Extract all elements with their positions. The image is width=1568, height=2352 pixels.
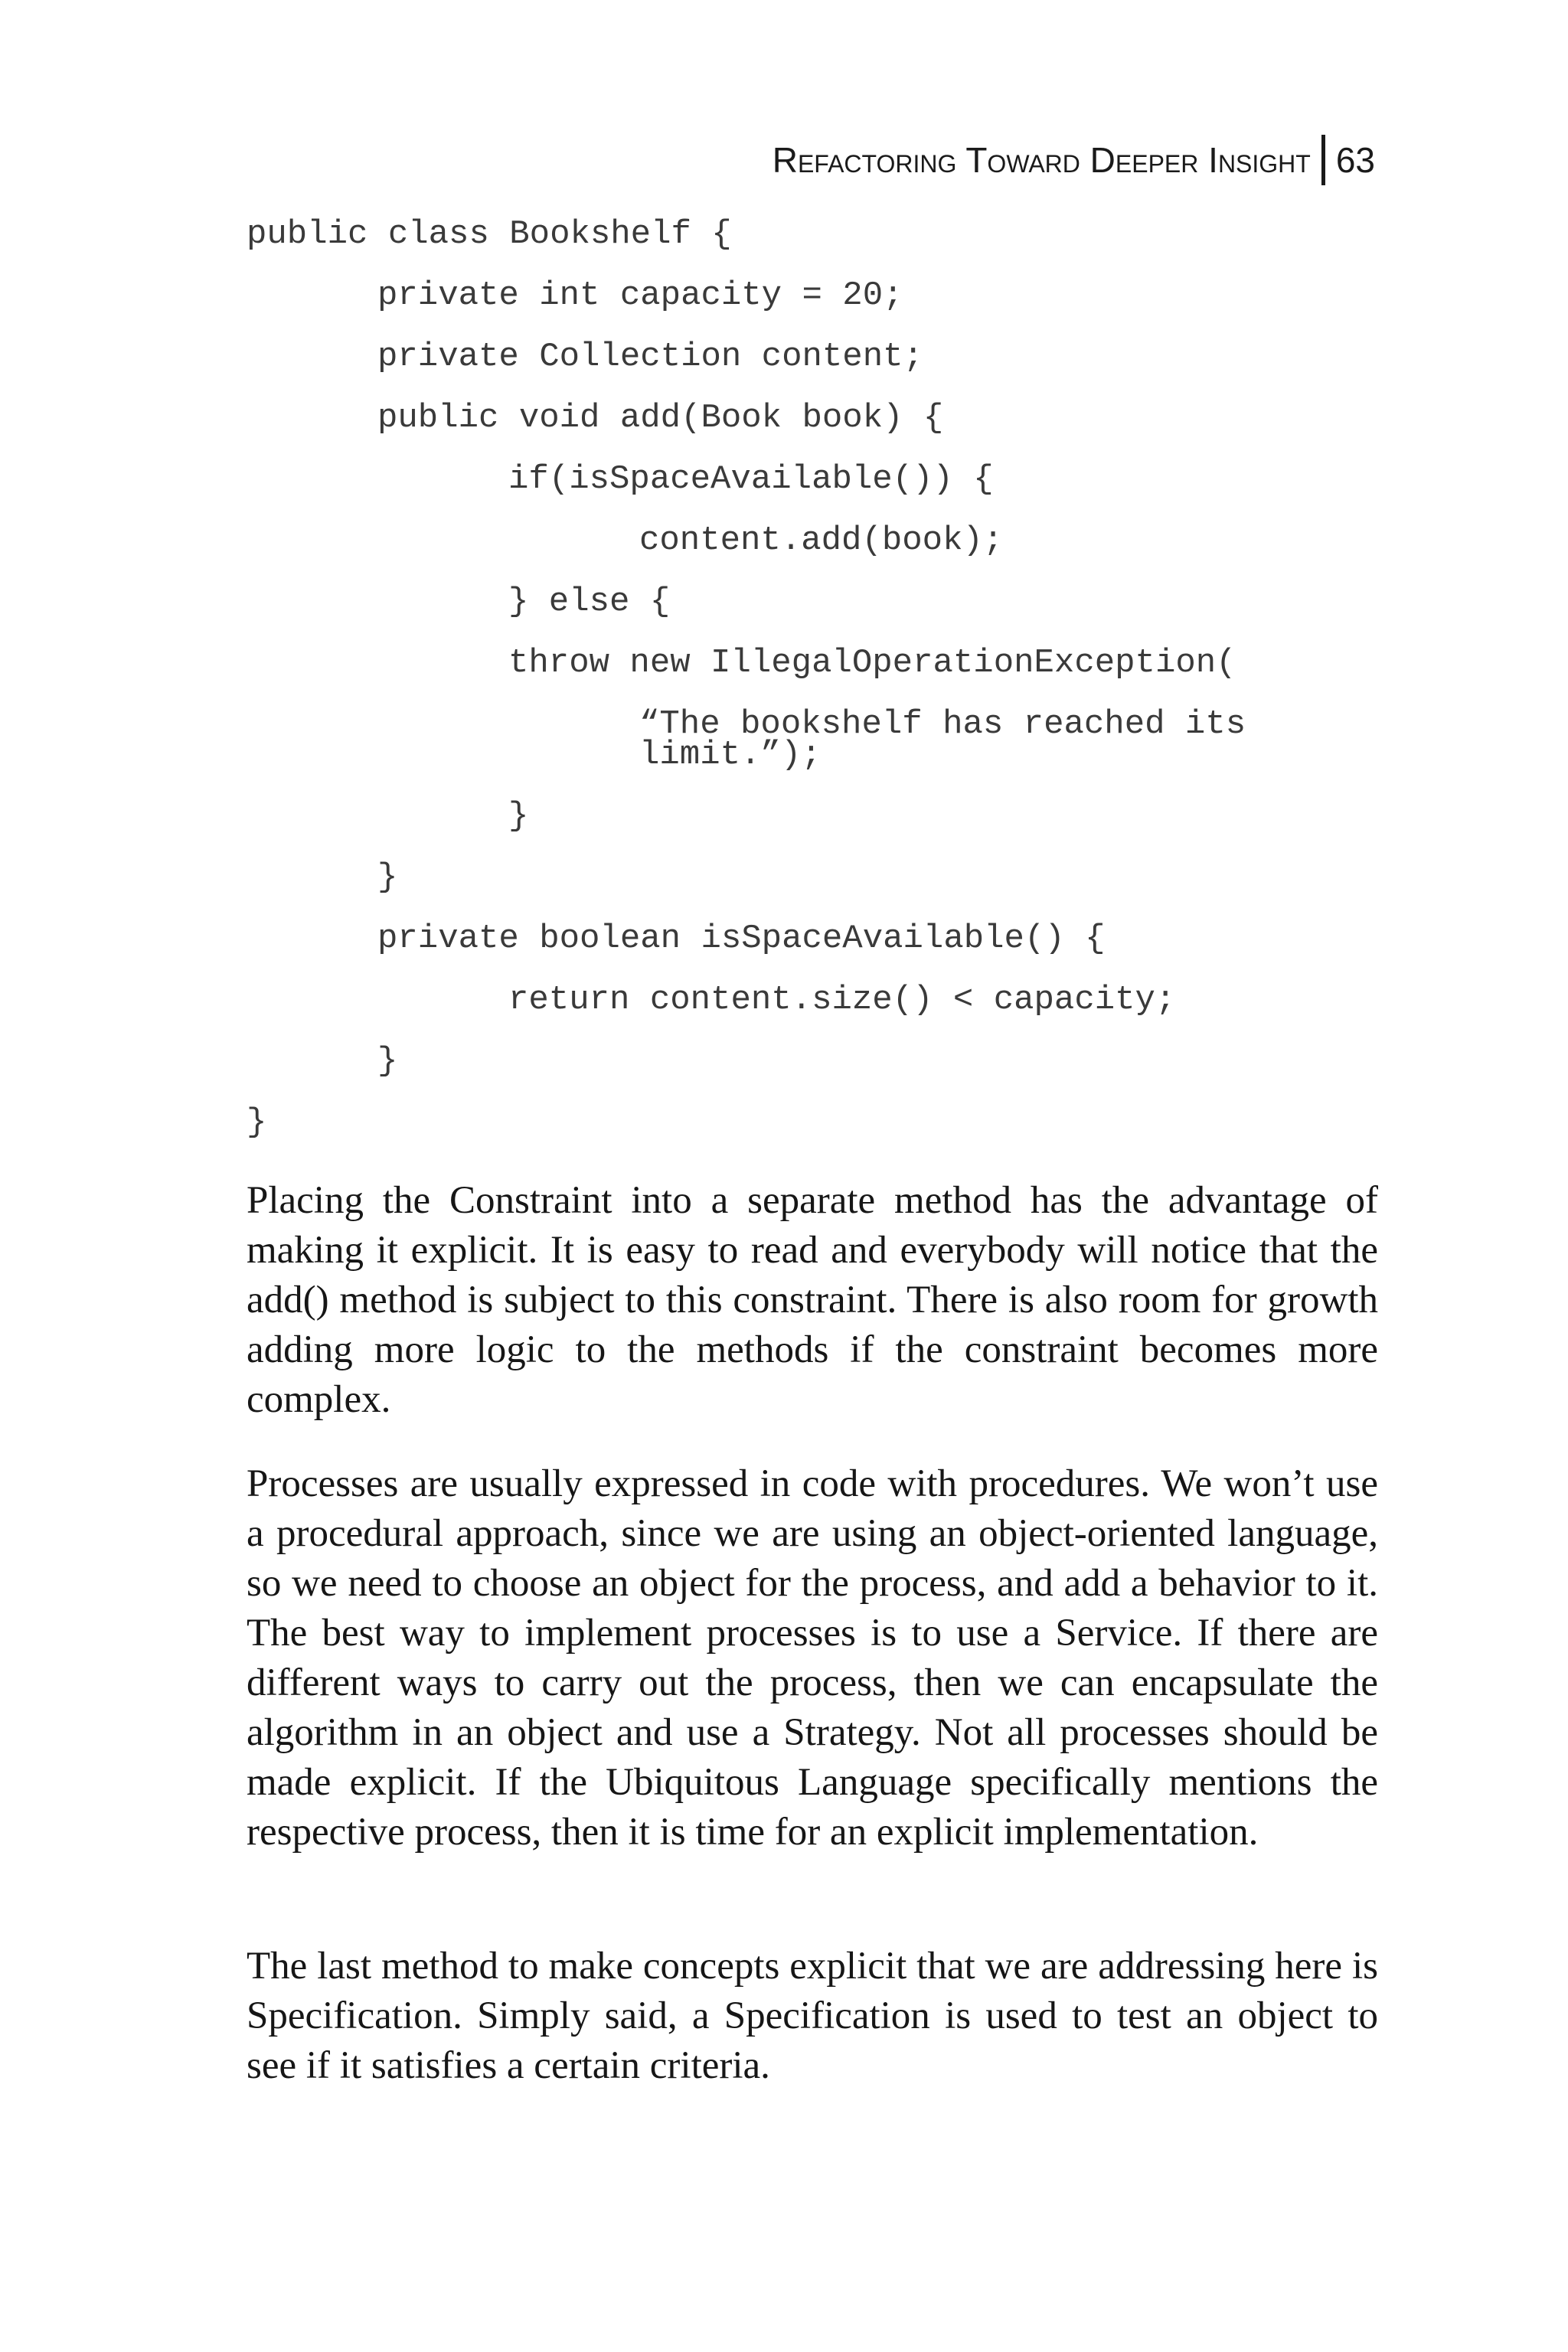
code-line: } — [247, 1103, 267, 1142]
code-line: } — [508, 797, 529, 835]
header-title: Refactoring Toward Deeper Insight — [772, 140, 1311, 180]
code-line: throw new IllegalOperationException( — [508, 644, 1236, 682]
code-line: if(isSpaceAvailable()) { — [508, 460, 994, 498]
code-line: content.add(book); — [639, 521, 1004, 560]
code-line: } else { — [508, 583, 671, 621]
code-line: } — [377, 858, 398, 897]
code-line: public class Bookshelf { — [247, 215, 732, 253]
code-line: } — [377, 1042, 398, 1080]
code-line: “The bookshelf has reached its limit.”); — [639, 705, 1266, 774]
paragraph: Processes are usually expressed in code with procedures. We won’t use a procedural approach, since we are using an object-oriented language, so we need to choose an object for the process, and add a behavior to it. The best way to implement processes is to use a Service. If there are different ways to carry out the process, then we can encapsulate the algorithm in an object and use a Strategy. Not all processes should be made explicit. If the Ubiquitous Language specifically mentions the respective process, then it is time for an explicit implementation. — [247, 1462, 1378, 1854]
paragraph: The last method to make concepts explicit that we are addressing here is Specification. Simply said, a Specification is used to test an object to see if it satisfies a certain criteria. — [247, 1945, 1378, 2087]
code-line: public void add(Book book) { — [377, 399, 944, 437]
paragraph: Placing the Constraint into a separate method has the advantage of making it explicit. It is easy to read and everybody will notice that the add() method is subject to this constraint. There is also room for growth adding more logic to the methods if the constraint becomes more complex. — [247, 1179, 1378, 1421]
code-line: private int capacity = 20; — [377, 276, 903, 315]
code-line: private Collection content; — [377, 338, 923, 376]
page-number: 63 — [1335, 140, 1375, 180]
code-line: return content.size() < capacity; — [508, 981, 1176, 1019]
code-line: private boolean isSpaceAvailable() { — [377, 920, 1106, 958]
running-header — [773, 135, 1375, 185]
